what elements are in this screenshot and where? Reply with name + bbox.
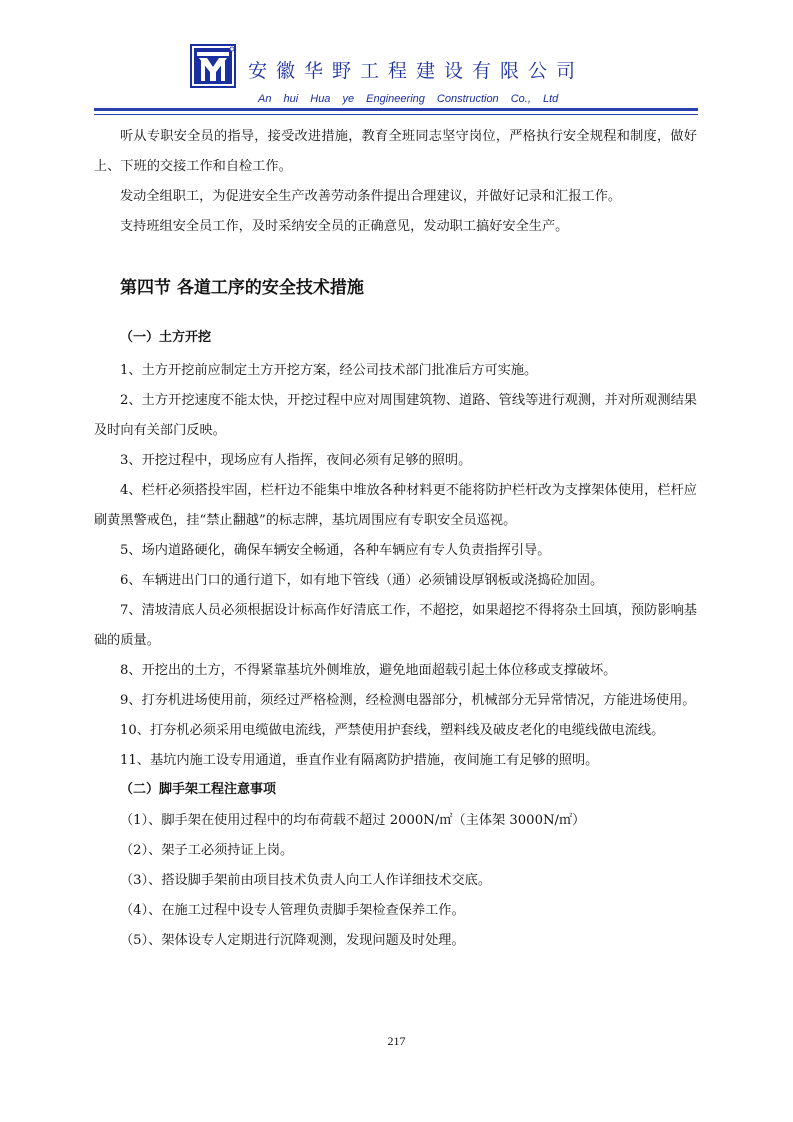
list-item: 7、清坡清底人员必须根据设计标高作好清底工作，不超挖，如果超挖不得将杂土回填，预防影响基础的质量。 (94, 603, 697, 648)
list-item: 10、打夯机必须采用电缆做电流线，严禁使用护套线，塑料线及破皮老化的电缆线做电流线。 (120, 723, 665, 738)
huaye-logo-icon (190, 44, 236, 88)
list-item: 1、土方开挖前应制定土方开挖方案，经公司技术部门批准后方可实施。 (120, 363, 538, 378)
subsection-title-earthwork: （一）土方开挖 (120, 330, 212, 345)
paragraph: 发动全组职工，为促进安全生产改善劳动条件提出合理建议，并做好记录和汇报工作。 (120, 189, 622, 204)
list-item: 5、场内道路硬化，确保车辆安全畅通，各种车辆应有专人负责指挥引导。 (120, 543, 551, 558)
list-item: 4、栏杆必须搭投牢固，栏杆边不能集中堆放各种材料更不能将防护栏杆改为支撑架体使用，栏杆应刷黄黑警戒色，挂“禁止翻越”的标志牌，基坑周围应有专职安全员巡视。 (94, 483, 697, 528)
list-item: 3、开挖过程中，现场应有人指挥，夜间必须有足够的照明。 (120, 453, 472, 468)
company-name-cn: 安徽华野工程建设有限公司 (248, 60, 585, 82)
list-item: （4）、在施工过程中设专人管理负责脚手架检查保养工作。 (120, 903, 465, 918)
list-item: 11、基坑内施工设专用通道，垂直作业有隔离防护措施，夜间施工有足够的照明。 (120, 753, 599, 768)
page-header (0, 0, 793, 120)
section-title: 第四节 各道工序的安全技术措施 (120, 278, 364, 298)
list-item: （2）、架子工必须持证上岗。 (120, 843, 294, 858)
header-divider-thin (94, 114, 698, 115)
header-divider-thick (94, 108, 698, 111)
list-item: （1）、脚手架在使用过程中的均布荷载不超过 2000N/㎡（主体架 3000N/㎡） (120, 813, 586, 828)
page-number: 217 (387, 1034, 406, 1048)
list-item: （3）、搭设脚手架前由项目技术负责人向工人作详细技术交底。 (120, 873, 492, 888)
document-body (94, 122, 697, 956)
subsection-title-scaffold: （二）脚手架工程注意事项 (120, 782, 277, 797)
list-item: 8、开挖出的土方，不得紧靠基坑外侧堆放，避免地面超载引起土体位移或支撑破坏。 (120, 663, 617, 678)
company-name-en: An hui Hua ye Engineering Construction Co., Ltd (258, 93, 559, 105)
paragraph: 支持班组安全员工作，及时采纳安全员的正确意见，发动职工搞好安全生产。 (120, 219, 569, 234)
list-item: 9、打夯机进场使用前，须经过严格检测，经检测电器部分，机械部分无异常情况，方能进场使用。 (120, 693, 696, 708)
list-item: 2、土方开挖速度不能太快，开挖过程中应对周围建筑物、道路、管线等进行观测，并对所观测结果及时向有关部门反映。 (94, 393, 697, 438)
list-item: （5）、架体设专人定期进行沉降观测，发现问题及时处理。 (120, 933, 465, 948)
paragraph: 听从专职安全员的指导，接受改进措施，教育全班同志坚守岗位，严格执行安全规程和制度，做好上、下班的交接工作和自检工作。 (94, 129, 697, 174)
list-item: 6、车辆进出门口的通行道下，如有地下管线（通）必须铺设厚钢板或浇捣砼加固。 (120, 573, 604, 588)
